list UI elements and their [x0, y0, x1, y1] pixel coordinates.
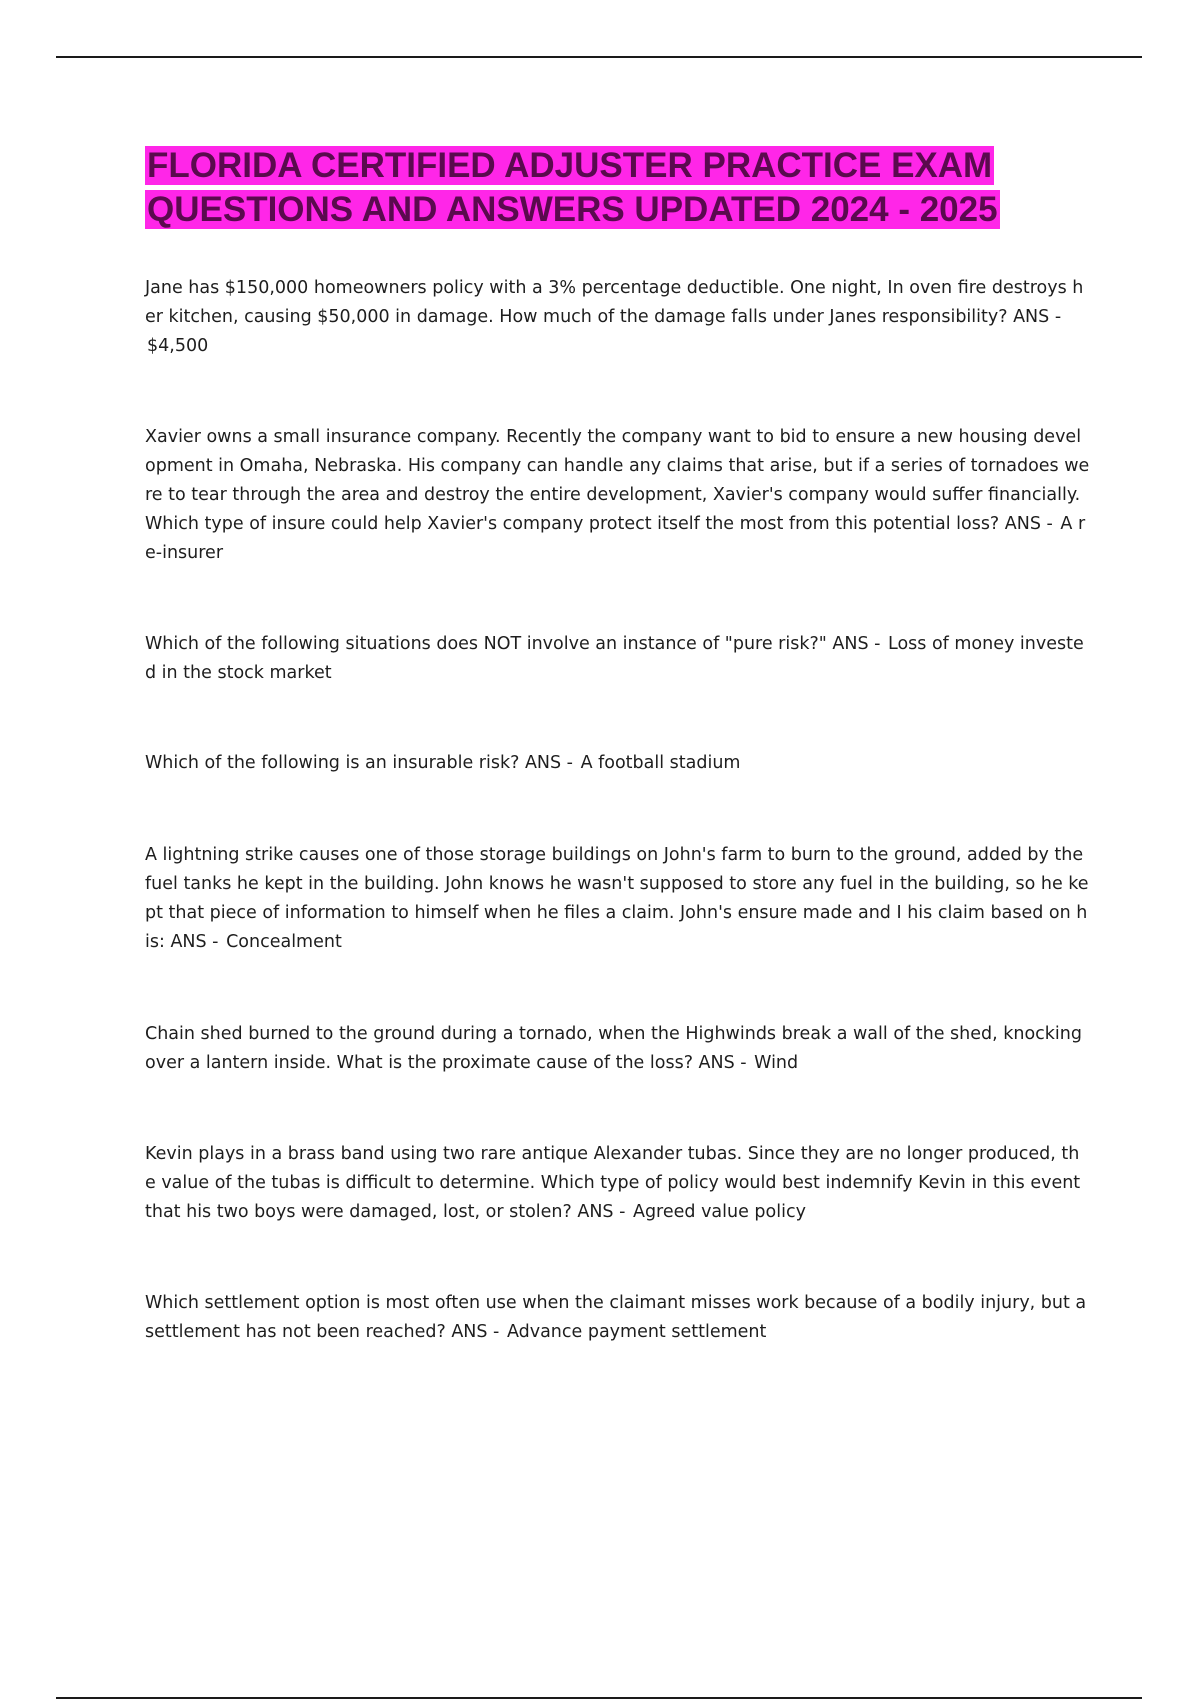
answer-text: Wind [754, 1053, 799, 1073]
qa-item-6 [145, 1020, 1090, 1078]
document-title [145, 144, 1045, 232]
question-text: Kevin plays in a brass band using two rare antique Alexander tubas. Since they are no longer produced, the value of the tubas is difficult to determine. Which type of policy would best indemnify Kevin in this event that his two boys were damaged, lost, or stolen? ANS - [145, 1144, 1081, 1222]
qa-item-2 [145, 423, 1090, 568]
bottom-rule [56, 1697, 1142, 1699]
question-text: A lightning strike causes one of those storage buildings on John's farm to burn to the ground, added by the fuel tanks he kept in the building. John knows he wasn't supposed to store any fuel in the building, so he kept that piece of information to himself when he files a claim. John's ensure made and I his claim based on his: ANS - [145, 845, 1089, 952]
qa-item-5 [145, 841, 1090, 957]
question-text: Which settlement option is most often use when the claimant misses work because of a bodily injury, but a settlement has not been reached? ANS - [145, 1293, 1087, 1342]
answer-text: A re-insurer [145, 514, 1086, 563]
answer-text: $4,500 [147, 336, 209, 356]
question-text: Which of the following is an insurable risk? ANS - [145, 753, 579, 773]
qa-item-8 [145, 1289, 1090, 1347]
question-text: Xavier owns a small insurance company. Recently the company want to bid to ensure a new housing development in Omaha, Nebraska. His company can handle any claims that arise, but if a series of tornadoes were to tear through the area and destroy the entire development, Xavier's company would suffer financially. Which type of insure could help Xavier's company protect itself the most from this potential loss? ANS - [145, 427, 1090, 534]
top-rule [56, 56, 1142, 58]
answer-text: Concealment [226, 932, 342, 952]
qa-item-7 [145, 1140, 1090, 1227]
title-line-2: QUESTIONS AND ANSWERS UPDATED 2024 - 2025 [147, 190, 998, 229]
qa-item-3 [145, 630, 1090, 688]
qa-item-4 [145, 749, 1090, 778]
answer-text: Loss of money invested in the stock market [145, 634, 1084, 683]
answer-text: Agreed value policy [632, 1202, 806, 1222]
answer-text: Advance payment settlement [506, 1322, 767, 1342]
question-text: Which of the following situations does NOT involve an instance of "pure risk?" ANS - [145, 634, 886, 654]
title-line-1: FLORIDA CERTIFIED ADJUSTER PRACTICE EXAM [147, 146, 993, 185]
qa-item-1 [145, 274, 1090, 361]
question-text: Jane has $150,000 homeowners policy with a 3% percentage deductible. One night, In oven fire destroys her kitchen, causing $50,000 in damage. How much of the damage falls under Janes responsibility? ANS - [145, 278, 1084, 327]
answer-text: A football stadium [580, 753, 741, 773]
question-text: Chain shed burned to the ground during a tornado, when the Highwinds break a wall of the shed, knocking over a lantern inside. What is the proximate cause of the loss? ANS - [145, 1024, 1082, 1073]
